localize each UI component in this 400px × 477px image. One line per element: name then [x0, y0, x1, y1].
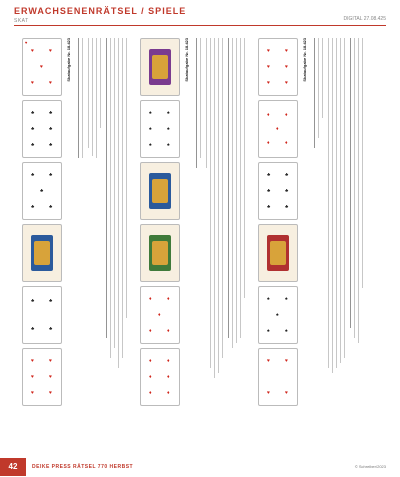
club-icon: ♣: [49, 110, 53, 116]
club-icon: ♣: [49, 142, 53, 148]
spade-icon: ♠: [167, 142, 170, 148]
spade-icon: ♠: [285, 328, 288, 334]
card-stack-1: [20, 32, 64, 450]
diamond-icon: ♦: [267, 112, 270, 118]
puzzle-title: Skataufgabe Nr. 18.423: [302, 38, 307, 82]
text-lines: [76, 38, 128, 438]
club-icon: ♣: [285, 204, 289, 210]
playing-card: [22, 348, 62, 406]
spade-icon: ♠: [276, 312, 279, 318]
text-line: [106, 38, 107, 338]
heart-icon: ♥: [49, 80, 52, 86]
text-line: [122, 38, 123, 358]
text-line: [344, 38, 345, 358]
spade-icon: ♠: [149, 110, 152, 116]
text-line: [236, 38, 237, 343]
playing-card: [140, 348, 180, 406]
club-icon: ♣: [285, 172, 289, 178]
text-line: [232, 38, 233, 348]
text-line: [332, 38, 333, 373]
heart-icon: ♥: [267, 80, 270, 86]
club-icon: ♣: [40, 188, 44, 194]
header-date: DIGITAL 27.08.425: [343, 16, 386, 22]
club-icon: ♣: [31, 326, 35, 332]
text-line: [362, 38, 363, 288]
spade-icon: ♠: [149, 142, 152, 148]
club-icon: ♣: [267, 172, 271, 178]
puzzle-text-3: [302, 32, 366, 450]
text-line: [78, 38, 79, 158]
playing-card: [22, 286, 62, 344]
text-line: [82, 38, 83, 158]
club-icon: ♣: [49, 172, 53, 178]
text-line: [210, 38, 211, 368]
heart-icon: ♥: [267, 64, 270, 70]
text-line: [96, 38, 97, 158]
text-line: [328, 38, 329, 368]
text-line: [110, 38, 111, 358]
club-icon: ♣: [31, 298, 35, 304]
heart-icon: ♥: [49, 390, 52, 396]
text-line: [222, 38, 223, 358]
puzzle-column-2: [138, 32, 248, 450]
text-line: [214, 38, 215, 378]
section-subtitle: SKAT: [14, 18, 29, 24]
diamond-icon: ♦: [267, 140, 270, 146]
text-line: [206, 38, 207, 168]
page-title: ERWACHSENENRÄTSEL / SPIELE: [14, 6, 187, 16]
diamond-icon: ♦: [285, 140, 288, 146]
heart-icon: ♥: [31, 80, 34, 86]
card-figure-detail: [152, 241, 168, 265]
club-icon: ♣: [31, 172, 35, 178]
puzzle-column-3: [256, 32, 366, 450]
club-icon: ♣: [31, 142, 35, 148]
text-line: [196, 38, 197, 168]
spade-icon: ♠: [267, 328, 270, 334]
footer-credit: © Schreiber/2023: [354, 464, 386, 469]
card-figure-detail: [270, 241, 286, 265]
text-lines: [194, 38, 246, 438]
text-line: [228, 38, 229, 338]
spade-icon: ♠: [167, 110, 170, 116]
text-line: [340, 38, 341, 363]
diamond-icon: ♦: [167, 374, 170, 380]
text-line: [218, 38, 219, 373]
playing-card: [258, 286, 298, 344]
card-stack-3: [256, 32, 300, 450]
text-line: [126, 38, 127, 318]
playing-card: [22, 100, 62, 158]
heart-icon: ♥: [267, 390, 270, 396]
text-line: [114, 38, 115, 348]
heart-icon: ♥: [285, 80, 288, 86]
spade-icon: ♠: [167, 126, 170, 132]
playing-card: [258, 162, 298, 220]
diamond-icon: ♦: [149, 390, 152, 396]
diamond-icon: ♦: [149, 328, 152, 334]
club-icon: ♣: [267, 204, 271, 210]
club-icon: ♣: [49, 126, 53, 132]
heart-icon: ♥: [49, 48, 52, 54]
playing-card: [140, 100, 180, 158]
card-figure-detail: [152, 179, 168, 203]
diamond-icon: ♦: [276, 126, 279, 132]
playing-card: [258, 100, 298, 158]
club-icon: ♣: [31, 204, 35, 210]
text-line: [88, 38, 89, 148]
text-line: [336, 38, 337, 368]
puzzle-text-1: [66, 32, 130, 450]
text-line: [100, 38, 101, 128]
text-line: [358, 38, 359, 343]
text-line: [118, 38, 119, 368]
diamond-icon: ♦: [149, 374, 152, 380]
club-icon: ♣: [285, 188, 289, 194]
heart-icon: ♥: [31, 358, 34, 364]
puzzle-title: Skataufgabe Nr. 18.423: [184, 38, 189, 82]
diamond-icon: ♦: [167, 358, 170, 364]
heart-icon: ♥: [285, 358, 288, 364]
playing-card-face: [258, 224, 298, 282]
playing-card: [140, 286, 180, 344]
club-icon: ♣: [31, 126, 35, 132]
heart-icon: ♥: [285, 390, 288, 396]
heart-icon: ♥: [40, 64, 43, 70]
puzzle-page: [20, 32, 380, 450]
playing-card-face: [140, 224, 180, 282]
text-line: [318, 38, 319, 138]
card-figure-detail: [34, 241, 50, 265]
text-lines: [312, 38, 364, 438]
text-line: [244, 38, 245, 298]
playing-card-face: [140, 162, 180, 220]
playing-card: [22, 38, 62, 96]
playing-card: [258, 38, 298, 96]
heart-icon: ♥: [31, 374, 34, 380]
heart-icon: ♥: [49, 374, 52, 380]
diamond-icon: ♦: [149, 296, 152, 302]
diamond-icon: ♦: [158, 312, 161, 318]
spade-icon: ♠: [285, 296, 288, 302]
playing-card-face: [22, 224, 62, 282]
diamond-icon: ♦: [149, 358, 152, 364]
diamond-icon: ♦: [167, 390, 170, 396]
diamond-icon: ♦: [167, 328, 170, 334]
club-icon: ♣: [49, 326, 53, 332]
club-icon: ♣: [31, 110, 35, 116]
heart-icon: ♥: [267, 358, 270, 364]
heart-icon: ♥: [31, 48, 34, 54]
footer-publisher: DEIKE PRESS RÄTSEL 770 HERBST: [32, 464, 134, 470]
playing-card-face: [140, 38, 180, 96]
heart-icon: ♥: [49, 358, 52, 364]
puzzle-column-1: [20, 32, 130, 450]
spade-icon: ♠: [267, 296, 270, 302]
diamond-icon: ♦: [167, 296, 170, 302]
text-line: [354, 38, 355, 338]
heart-icon: ♥: [285, 48, 288, 54]
puzzle-text-2: [184, 32, 248, 450]
club-icon: ♣: [49, 298, 53, 304]
playing-card: [258, 348, 298, 406]
card-stack-2: [138, 32, 182, 450]
text-line: [200, 38, 201, 158]
playing-card: [22, 162, 62, 220]
puzzle-title: Skataufgabe Nr. 18.423: [66, 38, 71, 82]
text-line: [350, 38, 351, 328]
text-line: [314, 38, 315, 148]
heart-icon: ♥: [285, 64, 288, 70]
heart-icon: ♥: [31, 390, 34, 396]
header-divider: [14, 25, 386, 26]
text-line: [240, 38, 241, 338]
diamond-icon: ♦: [285, 112, 288, 118]
club-icon: ♣: [49, 204, 53, 210]
page-number: 42: [0, 458, 26, 476]
heart-icon: ♥: [267, 48, 270, 54]
heart-icon: ♥: [25, 40, 28, 45]
spade-icon: ♠: [149, 126, 152, 132]
text-line: [92, 38, 93, 156]
card-figure-detail: [152, 55, 168, 79]
text-line: [322, 38, 323, 118]
club-icon: ♣: [267, 188, 271, 194]
